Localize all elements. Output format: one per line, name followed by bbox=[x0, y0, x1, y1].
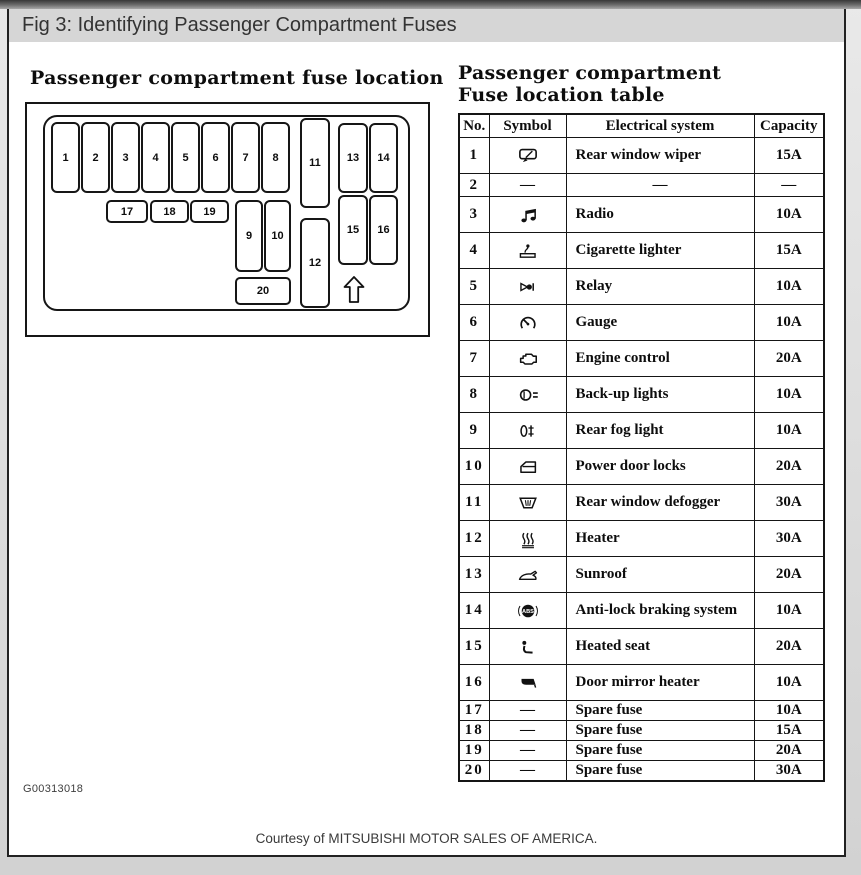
table-row bbox=[459, 377, 824, 413]
capacity-cell: 30A bbox=[754, 761, 824, 782]
figure-panel bbox=[7, 9, 846, 857]
system-cell: Rear window wiper bbox=[566, 138, 754, 174]
fuse-no-cell: 9 bbox=[459, 413, 489, 449]
abs-icon bbox=[515, 601, 541, 621]
symbol-cell bbox=[489, 413, 566, 449]
fuse-location-table bbox=[458, 113, 825, 782]
fuse-16: 16 bbox=[369, 195, 398, 265]
col-capacity: Capacity bbox=[754, 114, 824, 138]
capacity-cell: — bbox=[754, 174, 824, 197]
figure-title: Fig 3: Identifying Passenger Compartment Fuses bbox=[22, 14, 457, 36]
table-row bbox=[459, 305, 824, 341]
table-heading bbox=[458, 62, 721, 106]
system-cell: Spare fuse bbox=[566, 721, 754, 741]
capacity-cell: 20A bbox=[754, 449, 824, 485]
dash-symbol: — bbox=[489, 741, 566, 761]
table-row bbox=[459, 449, 824, 485]
heater-icon bbox=[515, 529, 541, 549]
fuse-18: 18 bbox=[150, 200, 189, 223]
door-mirror-icon bbox=[515, 673, 541, 693]
system-cell: Rear window defogger bbox=[566, 485, 754, 521]
symbol-cell bbox=[489, 197, 566, 233]
dash-symbol: — bbox=[489, 174, 566, 197]
engine-icon bbox=[515, 349, 541, 369]
rear-window-wiper-icon bbox=[515, 146, 541, 166]
fuse-no-cell: 19 bbox=[459, 741, 489, 761]
capacity-cell: 20A bbox=[754, 341, 824, 377]
table-row bbox=[459, 701, 824, 721]
table-row bbox=[459, 761, 824, 782]
symbol-cell bbox=[489, 449, 566, 485]
fuse-10: 10 bbox=[264, 200, 291, 272]
symbol-cell bbox=[489, 138, 566, 174]
system-cell: Rear fog light bbox=[566, 413, 754, 449]
capacity-cell: 10A bbox=[754, 701, 824, 721]
fuse-no-cell: 2 bbox=[459, 174, 489, 197]
symbol-cell bbox=[489, 305, 566, 341]
system-cell: — bbox=[566, 174, 754, 197]
table-row bbox=[459, 413, 824, 449]
col-system: Electrical system bbox=[566, 114, 754, 138]
fuse-14: 14 bbox=[369, 123, 398, 193]
table-heading-line2: Fuse location table bbox=[458, 84, 665, 106]
fuse-1: 1 bbox=[51, 122, 80, 193]
door-lock-icon bbox=[515, 457, 541, 477]
table-row bbox=[459, 233, 824, 269]
window-top-edge bbox=[0, 0, 861, 9]
capacity-cell: 10A bbox=[754, 665, 824, 701]
system-cell: Engine control bbox=[566, 341, 754, 377]
symbol-cell bbox=[489, 593, 566, 629]
table-row bbox=[459, 197, 824, 233]
col-no: No. bbox=[459, 114, 489, 138]
capacity-cell: 10A bbox=[754, 197, 824, 233]
fuse-diagram bbox=[25, 102, 430, 337]
fuse-no-cell: 8 bbox=[459, 377, 489, 413]
table-row bbox=[459, 665, 824, 701]
capacity-cell: 30A bbox=[754, 485, 824, 521]
capacity-cell: 10A bbox=[754, 593, 824, 629]
table-row bbox=[459, 557, 824, 593]
table-row bbox=[459, 485, 824, 521]
figure-title-bar bbox=[9, 9, 844, 42]
table-row bbox=[459, 721, 824, 741]
symbol-cell bbox=[489, 485, 566, 521]
capacity-cell: 30A bbox=[754, 521, 824, 557]
fuse-9: 9 bbox=[235, 200, 263, 272]
dash-symbol: — bbox=[489, 761, 566, 782]
heated-seat-icon bbox=[515, 637, 541, 657]
capacity-cell: 15A bbox=[754, 721, 824, 741]
figure-code: G00313018 bbox=[23, 783, 84, 795]
fuse-15: 15 bbox=[338, 195, 368, 265]
system-cell: Spare fuse bbox=[566, 741, 754, 761]
backup-lights-icon bbox=[515, 385, 541, 405]
symbol-cell bbox=[489, 629, 566, 665]
fuse-no-cell: 18 bbox=[459, 721, 489, 741]
symbol-cell bbox=[489, 341, 566, 377]
capacity-cell: 20A bbox=[754, 557, 824, 593]
capacity-cell: 10A bbox=[754, 269, 824, 305]
diagram-heading: Passenger compartment fuse location bbox=[30, 67, 444, 89]
fuse-no-cell: 7 bbox=[459, 341, 489, 377]
system-cell: Anti-lock braking system bbox=[566, 593, 754, 629]
col-symbol: Symbol bbox=[489, 114, 566, 138]
fuse-no-cell: 15 bbox=[459, 629, 489, 665]
fuse-no-cell: 11 bbox=[459, 485, 489, 521]
relay-icon bbox=[515, 277, 541, 297]
fuse-20: 20 bbox=[235, 277, 291, 305]
gauge-icon bbox=[515, 313, 541, 333]
capacity-cell: 15A bbox=[754, 233, 824, 269]
capacity-cell: 15A bbox=[754, 138, 824, 174]
fuse-no-cell: 16 bbox=[459, 665, 489, 701]
fuse-13: 13 bbox=[338, 123, 368, 193]
courtesy-line: Courtesy of MITSUBISHI MOTOR SALES OF AMERICA. bbox=[255, 831, 598, 846]
system-cell: Door mirror heater bbox=[566, 665, 754, 701]
fuse-7: 7 bbox=[231, 122, 260, 193]
dash-symbol: — bbox=[489, 721, 566, 741]
fuse-17: 17 bbox=[106, 200, 148, 223]
symbol-cell bbox=[489, 233, 566, 269]
fuse-5: 5 bbox=[171, 122, 200, 193]
system-cell: Heated seat bbox=[566, 629, 754, 665]
fuse-no-cell: 17 bbox=[459, 701, 489, 721]
table-row bbox=[459, 269, 824, 305]
fuse-no-cell: 10 bbox=[459, 449, 489, 485]
fuse-6: 6 bbox=[201, 122, 230, 193]
system-cell: Gauge bbox=[566, 305, 754, 341]
fuse-3: 3 bbox=[111, 122, 140, 193]
capacity-cell: 10A bbox=[754, 377, 824, 413]
dash-symbol: — bbox=[489, 701, 566, 721]
rear-fog-light-icon bbox=[515, 421, 541, 441]
system-cell: Sunroof bbox=[566, 557, 754, 593]
capacity-cell: 10A bbox=[754, 305, 824, 341]
fuse-no-cell: 20 bbox=[459, 761, 489, 782]
symbol-cell bbox=[489, 665, 566, 701]
capacity-cell: 20A bbox=[754, 629, 824, 665]
up-arrow-icon bbox=[343, 275, 365, 304]
fuse-no-cell: 1 bbox=[459, 138, 489, 174]
system-cell: Heater bbox=[566, 521, 754, 557]
rear-defogger-icon bbox=[515, 493, 541, 513]
table-row bbox=[459, 138, 824, 174]
fuse-no-cell: 14 bbox=[459, 593, 489, 629]
fuse-19: 19 bbox=[190, 200, 229, 223]
capacity-cell: 20A bbox=[754, 741, 824, 761]
fuse-8: 8 bbox=[261, 122, 290, 193]
system-cell: Cigarette lighter bbox=[566, 233, 754, 269]
fuse-no-cell: 4 bbox=[459, 233, 489, 269]
fuse-no-cell: 13 bbox=[459, 557, 489, 593]
table-row bbox=[459, 521, 824, 557]
cigarette-lighter-icon bbox=[515, 241, 541, 261]
symbol-cell bbox=[489, 269, 566, 305]
table-row bbox=[459, 174, 824, 197]
fuse-11: 11 bbox=[300, 118, 330, 208]
system-cell: Power door locks bbox=[566, 449, 754, 485]
fuse-no-cell: 3 bbox=[459, 197, 489, 233]
system-cell: Radio bbox=[566, 197, 754, 233]
system-cell: Spare fuse bbox=[566, 701, 754, 721]
symbol-cell bbox=[489, 377, 566, 413]
table-row bbox=[459, 593, 824, 629]
fuse-2: 2 bbox=[81, 122, 110, 193]
fuse-no-cell: 12 bbox=[459, 521, 489, 557]
system-cell: Relay bbox=[566, 269, 754, 305]
table-row bbox=[459, 629, 824, 665]
table-row bbox=[459, 741, 824, 761]
table-heading-line1: Passenger compartment bbox=[458, 62, 722, 84]
table-row bbox=[459, 341, 824, 377]
system-cell: Back-up lights bbox=[566, 377, 754, 413]
radio-icon bbox=[515, 205, 541, 225]
symbol-cell bbox=[489, 521, 566, 557]
fuse-12: 12 bbox=[300, 218, 330, 308]
symbol-cell bbox=[489, 557, 566, 593]
capacity-cell: 10A bbox=[754, 413, 824, 449]
fuse-4: 4 bbox=[141, 122, 170, 193]
table-header-row bbox=[459, 114, 824, 138]
fuse-no-cell: 5 bbox=[459, 269, 489, 305]
fuse-no-cell: 6 bbox=[459, 305, 489, 341]
system-cell: Spare fuse bbox=[566, 761, 754, 782]
sunroof-icon bbox=[515, 565, 541, 585]
